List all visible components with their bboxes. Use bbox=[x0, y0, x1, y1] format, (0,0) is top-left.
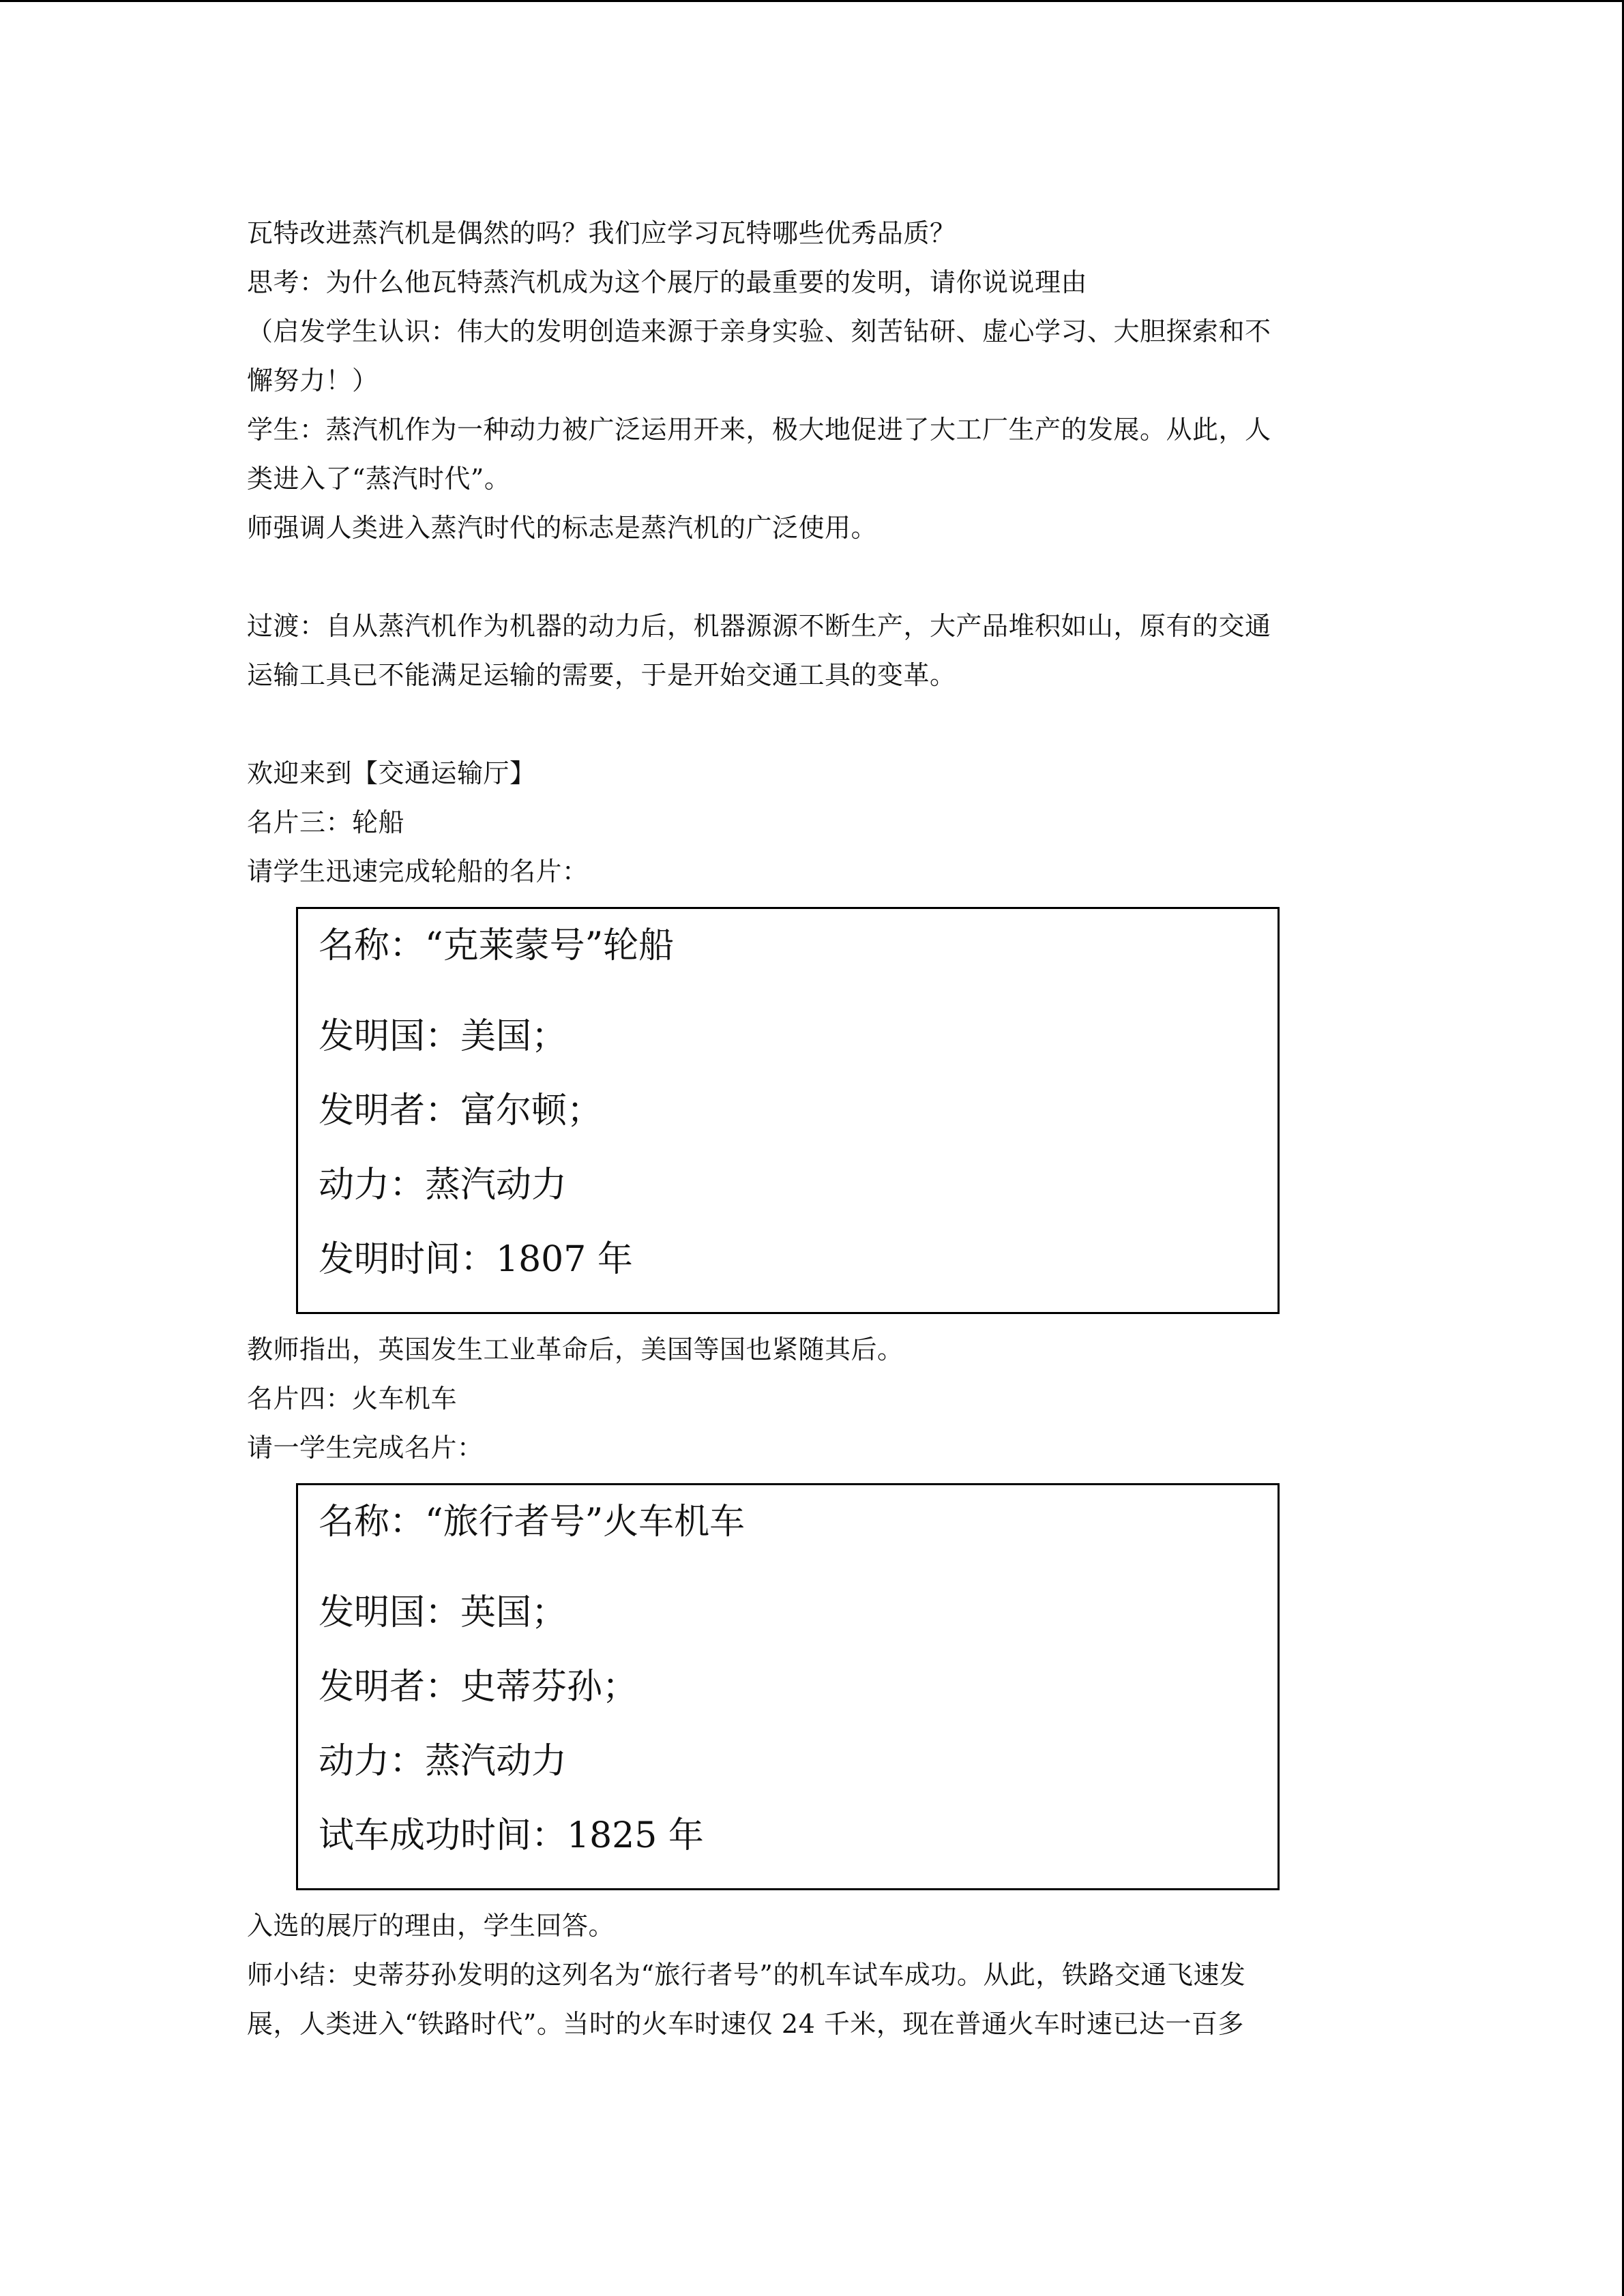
transition-section bbox=[247, 601, 1365, 700]
card-field: 动力：蒸汽动力 bbox=[319, 1165, 567, 1206]
spacer bbox=[247, 1890, 1365, 1901]
paragraph-line: 思考：为什么他瓦特蒸汽机成为这个展厅的最重要的发明，请你说说理由 bbox=[247, 267, 1088, 297]
card-field: 发明时间：1807 年 bbox=[319, 1239, 633, 1280]
card-field: 发明者：史蒂芬孙； bbox=[319, 1667, 638, 1708]
paragraph-line: 名片四：火车机车 bbox=[247, 1384, 458, 1414]
paragraph-line: 运输工具已不能满足运输的需要，于是开始交通工具的变革。 bbox=[247, 660, 956, 690]
blank-line bbox=[247, 552, 1365, 601]
intro-section bbox=[247, 209, 1365, 552]
paragraph-line: 师强调人类进入蒸汽时代的标志是蒸汽机的广泛使用。 bbox=[247, 513, 878, 543]
card-field: 发明国：英国； bbox=[319, 1592, 567, 1633]
paragraph-line: 师小结：史蒂芬孙发明的这列名为“旅行者号”的机车试车成功。从此，铁路交通飞速发 bbox=[247, 1960, 1246, 1990]
card-field: 试车成功时间：1825 年 bbox=[319, 1815, 704, 1856]
paragraph-line: 展，人类进入“铁路时代”。当时的火车时速仅 24 千米，现在普通火车时速已达一百多 bbox=[247, 2009, 1244, 2039]
paragraph-line: 欢迎来到【交通运输厅】 bbox=[247, 758, 536, 788]
spacer bbox=[247, 1472, 1365, 1483]
train-name-card bbox=[296, 1483, 1280, 1890]
card-field: 发明者：富尔顿； bbox=[319, 1090, 603, 1131]
spacer bbox=[247, 1314, 1365, 1325]
paragraph-line: 懈努力！） bbox=[247, 366, 379, 396]
paragraph-line: 学生：蒸汽机作为一种动力被广泛运用开来，极大地促进了大工厂生产的发展。从此，人 bbox=[247, 415, 1271, 445]
summary-section bbox=[247, 1901, 1365, 2048]
ship-name-card bbox=[296, 907, 1280, 1314]
paragraph-line: 请学生迅速完成轮船的名片： bbox=[247, 856, 589, 886]
paragraph-line: 名片三：轮船 bbox=[247, 807, 405, 837]
paragraph-line: 瓦特改进蒸汽机是偶然的吗？我们应学习瓦特哪些优秀品质？ bbox=[247, 218, 956, 248]
blank-line bbox=[247, 700, 1365, 749]
page-top-border bbox=[0, 0, 1624, 2]
card-field: 动力：蒸汽动力 bbox=[319, 1741, 567, 1782]
card-field: 名称：“旅行者号”火车机车 bbox=[319, 1502, 745, 1542]
card-field: 名称：“克莱蒙号”轮船 bbox=[319, 925, 675, 966]
paragraph-line: 过渡：自从蒸汽机作为机器的动力后，机器源源不断生产，大产品堆积如山，原有的交通 bbox=[247, 611, 1271, 641]
paragraph-line: 请一学生完成名片： bbox=[247, 1433, 484, 1463]
paragraph-line: 入选的展厅的理由，学生回答。 bbox=[247, 1911, 615, 1941]
spacer bbox=[247, 896, 1365, 907]
paragraph-line: 类进入了“蒸汽时代”。 bbox=[247, 464, 511, 494]
paragraph-line: 教师指出，英国发生工业革命后，美国等国也紧随其后。 bbox=[247, 1335, 904, 1365]
card-field: 发明国：美国； bbox=[319, 1016, 567, 1057]
paragraph-line: （启发学生认识：伟大的发明创造来源于亲身实验、刻苦钻研、虚心学习、大胆探索和不 bbox=[247, 316, 1271, 346]
document-body bbox=[247, 209, 1365, 2048]
after-ship-section bbox=[247, 1325, 1365, 1472]
hall-intro-section bbox=[247, 749, 1365, 896]
